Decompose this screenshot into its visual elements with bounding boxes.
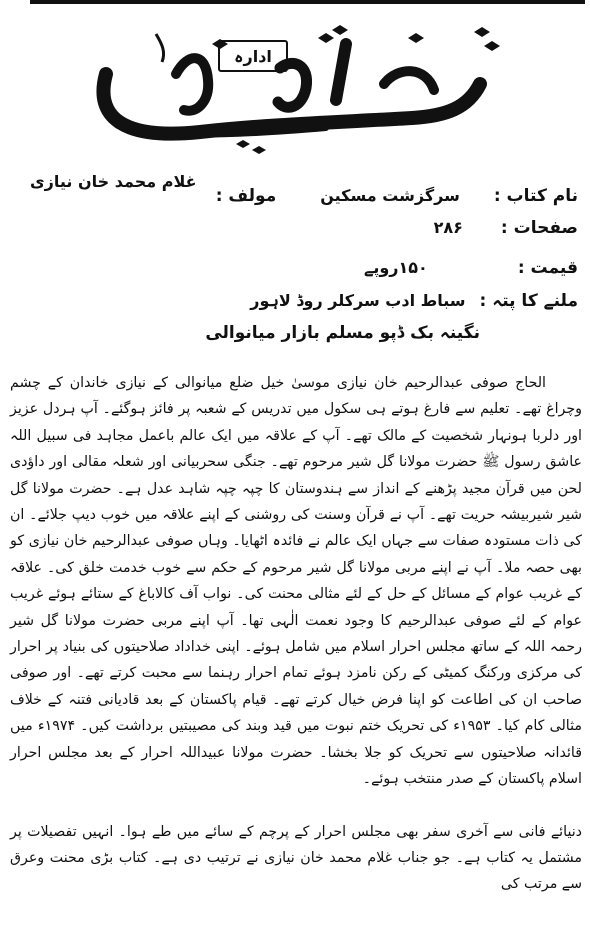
address-row xyxy=(250,290,578,311)
review-body xyxy=(10,370,582,898)
price-row xyxy=(364,258,578,278)
top-rule xyxy=(30,0,585,4)
price-value: ۱۵۰روپے xyxy=(363,258,428,277)
section-logo xyxy=(96,22,502,162)
address-line-1: سباط ادب سرکلر روڈ لاہور xyxy=(250,291,466,310)
calligraphic-logo-graphic xyxy=(96,22,502,162)
review-paragraph-1: الحاج صوفی عبدالرحیم خان نیازی موسیٰ خیل ضلع میانوالی کے نیازی خاندان کے چشم وچراغ تھے۔ تعلیم سے فارغ ہوتے ہی سکول میں تدریس کے شعبہ پر فائز ہوگئے۔ آپ ہردل عزیز اور دلربا ہونہار شخصیت کے مالک تھے۔ آپ کے علاقہ میں ایک عالم باعمل مجاہد فی سبیل اللہ عاشق رسول ﷺ حضرت مولانا گل شیر مرحوم تھے۔ جنگی سحربیانی اور شعلہ مقالی اور داؤدی لحن میں قرآن مجید پڑھنے کے انداز سے ہندوستان کا چپہ چپہ شاہد عدل ہے۔ حضرت مولانا گل شیر شیربیشہ حریت تھے۔ آپ نے قرآن وسنت کی روشنی کے اپنے علاقہ میں خوب دیپ جلائے۔ ان کی ذات مستودہ صفات سے جہاں ایک عالم نے فائدہ اٹھایا۔ وہاں صوفی عبدالرحیم خان نیازی کو بھی حصہ ملا۔ آپ نے اپنے مربی مولانا گل شیر مرحوم کے حکم سے خوب خدمت خلق کی۔ علاقہ کے غریب عوام کے مسائل کے حل کے لئے مثالی محنت کی۔ نواب آف کالاباغ کے ستائے ہوئے غریب عوام کے لئے صوفی عبدالرحیم کا وجود نعمت الٰہی تھا۔ آپ اپنے مربی حضرت مولانا گل شیر رحمہ اللہ کے ساتھ مجلس احرار اسلام میں شامل ہوئے۔ اپنی خداداد صلاحیتوں کی بنیاد پر احرار کی مرکزی ورکنگ کمیٹی کے رکن نامزد ہوئے تمام احرار رہنما سے محبت کرتے تھے۔ اور صوفی صاحب ان کی اطاعت کو اپنا فرض خیال کرتے تھے۔ قیام پاکستان کے بعد قادیانی فتنہ کے خلاف مثالی کام کیا۔ ۱۹۵۳ء کی تحریک ختم نبوت میں قید وبند کی مصیبتیں برداشت کیں۔ ۱۹۷۴ء میں قائدانہ صلاحیتوں سے تحریک کو جلا بخشا۔ حضرت مولانا عبیداللہ احرار کے بعد مجلس احرار اسلام پاکستان کے صدر منتخب ہوئے۔ xyxy=(10,375,582,788)
book-author-label: مولف : xyxy=(215,186,277,206)
book-name-label: نام کتاب : xyxy=(493,186,578,206)
book-details xyxy=(0,172,590,362)
review-paragraph-2: دنیائے فانی سے آخری سفر بھی مجلس احرار کے پرچم کے سائے میں طے ہوا۔ انہیں تفصیلات پر مشتمل یہ کتاب ہے۔ جو جناب غلام محمد خان نیازی نے ترتیب دی ہے۔ کتاب بڑی محنت وعرق سے مرتب کی xyxy=(10,823,582,893)
address-row-2 xyxy=(205,322,480,343)
section-label: ادارہ xyxy=(218,40,288,72)
pages-value: ۲۸۶ xyxy=(433,218,463,237)
price-label: قیمت : xyxy=(517,258,578,278)
pages-label: صفحات : xyxy=(500,218,578,238)
address-line-2: نگینہ بک ڈپو مسلم بازار میانوالی xyxy=(205,323,480,343)
book-name-value: سرگزشت مسکین xyxy=(320,186,460,205)
book-author-value: غلام محمد خان نیازی xyxy=(30,172,197,191)
pages-row xyxy=(434,218,578,238)
book-name-row xyxy=(216,186,578,206)
address-label: ملنے کا پتہ : xyxy=(479,291,578,311)
